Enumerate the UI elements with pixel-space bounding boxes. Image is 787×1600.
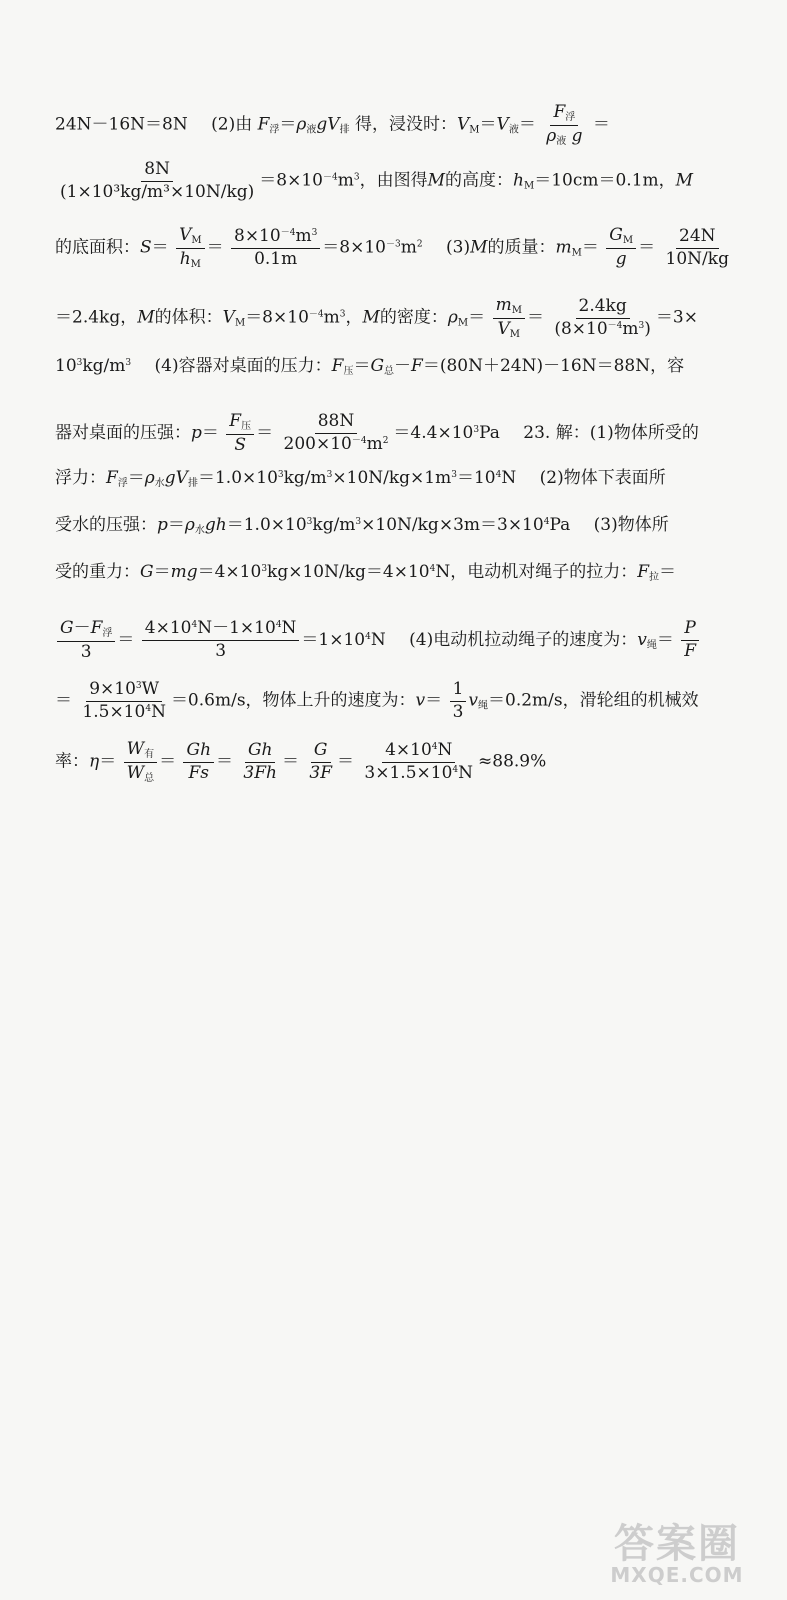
fraction-numerator: 1 — [450, 680, 467, 702]
fraction-numerator: $V_M$ — [176, 226, 205, 249]
text: 的体积： — [154, 307, 223, 328]
text: ×10N/kg×1m — [332, 468, 452, 488]
op: ＝ — [425, 690, 443, 711]
text: 受水的压强： — [55, 515, 157, 535]
op: ＝ — [256, 423, 274, 444]
fraction — [231, 227, 320, 269]
fraction — [281, 412, 392, 454]
superscript: 3 — [339, 309, 346, 320]
superscript: 3 — [355, 517, 362, 527]
var: gV — [164, 468, 188, 488]
text: 率： — [55, 751, 89, 772]
var: v — [415, 690, 426, 711]
op: ＝ — [55, 690, 72, 711]
var: F — [331, 356, 344, 376]
var: M — [362, 307, 380, 328]
superscript: 3 — [326, 470, 333, 480]
subscript: 排 — [187, 478, 198, 489]
op: ＝ — [592, 114, 610, 135]
fraction-denominator: 10N/kg — [665, 248, 729, 269]
fraction-numerator: 88N — [315, 412, 358, 434]
text: ，由图得 — [359, 170, 428, 191]
var: gV — [316, 114, 340, 135]
text-line-12 — [55, 740, 735, 784]
fraction — [681, 619, 699, 661]
text-line-10 — [55, 619, 735, 662]
part-label: (2)由 — [211, 114, 253, 135]
fraction-denominator: 0.1m — [254, 248, 298, 269]
superscript: 3 — [261, 564, 268, 574]
text: N — [501, 468, 517, 488]
part-label: (3) — [446, 237, 471, 258]
subscript: 浮 — [117, 478, 128, 489]
superscript: 3 — [353, 172, 360, 183]
text-line-4 — [55, 296, 735, 340]
fraction-denominator: 3F — [309, 762, 333, 783]
text-line-3 — [55, 226, 735, 270]
fraction-denominator: 3 — [452, 701, 464, 722]
text: m — [400, 237, 417, 258]
var: G — [370, 356, 385, 376]
fraction-denominator: $h_M$ — [179, 248, 201, 270]
text: (4)电动机拉动绳子的速度为： — [409, 630, 638, 651]
text: ＝0.6m/s，物体上升的速度为： — [170, 690, 416, 711]
fraction-numerator: 24N — [676, 227, 719, 249]
fraction-denominator: 3 — [215, 641, 227, 662]
text: ×10N/kg×3m＝3×10 — [361, 515, 544, 535]
op: ＝ — [216, 751, 234, 772]
var: M — [427, 170, 445, 191]
superscript: －3 — [386, 239, 401, 250]
text: ＝4×10 — [197, 562, 262, 582]
text: 浮力： — [55, 468, 106, 488]
op: ＝ — [99, 751, 117, 772]
fraction-numerator: $4\times 10^4N$ — [382, 741, 455, 763]
op: ＝ — [279, 114, 297, 135]
text: ＝8×10 — [245, 307, 309, 328]
fraction — [663, 227, 732, 269]
fraction-denominator: $V_M$ — [497, 318, 521, 340]
text: 23. 解：(1)物体所受的 — [523, 423, 699, 444]
watermark-url: MXQE.COM — [610, 1563, 744, 1587]
text: ＝8×10 — [259, 170, 323, 191]
text: kg/m — [283, 468, 327, 488]
text: Pa — [479, 423, 500, 444]
text: kg/m — [312, 515, 356, 535]
op: ＝ — [479, 114, 497, 135]
fraction-numerator: G — [311, 741, 331, 763]
text: m — [323, 307, 340, 328]
text: ＝(80N＋24N)－16N＝88N，容 — [422, 356, 685, 376]
op: ＝ — [151, 237, 169, 258]
text-line-9 — [55, 564, 735, 583]
text: N — [370, 630, 386, 651]
op: ＝ — [281, 751, 299, 772]
text: 10 — [55, 356, 77, 376]
fraction-numerator: $F_浮$ — [550, 103, 578, 126]
text: ＝8×10 — [322, 237, 386, 258]
var: v — [637, 630, 647, 651]
fraction-numerator: $4\times 10^4N-1\times 10^4N$ — [142, 619, 300, 641]
var: G — [140, 562, 154, 582]
var: F — [411, 356, 423, 376]
fraction — [57, 619, 115, 662]
text: ＝0.2m/s，滑轮组的机械效 — [488, 690, 699, 711]
fraction-denominator: (1×10³kg/m³×10N/kg) — [60, 181, 255, 202]
var: mg — [170, 562, 198, 582]
subscript: M — [571, 247, 582, 259]
fraction-numerator: 2.4kg — [576, 297, 630, 319]
text-line-5 — [55, 358, 735, 377]
op: ＝ — [201, 423, 219, 444]
var: v — [468, 690, 478, 711]
fraction-denominator: $W_总$ — [126, 762, 155, 784]
var: m — [555, 237, 572, 258]
op: ＝ — [638, 237, 656, 258]
fraction-numerator: $W_有$ — [124, 740, 157, 763]
text: kg×10N/kg＝4×10 — [267, 562, 430, 582]
text: 受的重力： — [55, 562, 140, 582]
text-line-1 — [55, 103, 735, 147]
text: ＝10 — [456, 468, 496, 488]
var: ρ — [447, 307, 458, 328]
subscript: M — [457, 317, 469, 329]
superscript: 4 — [495, 470, 502, 480]
text: ＝10cm＝0.1m， — [534, 170, 676, 191]
text-line-7 — [55, 470, 735, 489]
text: 得，浸没时： — [355, 114, 457, 135]
fraction-denominator: g — [615, 248, 627, 269]
fraction — [493, 296, 525, 340]
superscript: 3 — [125, 358, 132, 368]
fraction-numerator: $m_M$ — [493, 296, 525, 319]
superscript: －4 — [322, 172, 338, 183]
op: ＝ — [167, 515, 185, 535]
fraction-numerator: 8N — [141, 160, 173, 182]
op: ＝ — [659, 562, 676, 582]
fraction — [176, 226, 205, 270]
text: m — [337, 170, 354, 191]
text: Pa — [549, 515, 571, 535]
subscript: 拉 — [649, 572, 659, 583]
subscript: 绳 — [646, 640, 657, 652]
superscript: 4 — [365, 632, 371, 643]
var: M — [675, 170, 694, 191]
text: ＝1.0×10 — [226, 515, 307, 535]
fraction-numerator: P — [681, 619, 698, 641]
superscript: 3 — [76, 358, 83, 368]
text: ＝4.4×10 — [393, 423, 474, 444]
subscript: 浮 — [269, 124, 280, 136]
subscript: 液 — [306, 124, 317, 136]
subscript: M — [234, 317, 246, 329]
fraction — [142, 619, 300, 661]
fraction-denominator: $200\times 10^{-4}m^2$ — [283, 434, 389, 455]
subscript: M — [523, 180, 535, 192]
superscript: 3 — [277, 470, 284, 480]
op: ＝ — [353, 356, 371, 376]
op: ＝ — [127, 468, 145, 488]
op: ＝ — [159, 751, 177, 772]
op: ＝ — [581, 237, 599, 258]
op: － — [394, 356, 412, 376]
fraction-numerator: $F_压$ — [226, 412, 254, 435]
fraction — [361, 741, 476, 783]
text: 的质量： — [487, 237, 556, 258]
var: V — [457, 114, 470, 135]
fraction-denominator: F — [684, 641, 697, 662]
fraction — [226, 412, 254, 455]
fraction — [79, 680, 169, 722]
subscript: 绳 — [478, 700, 488, 712]
text: 器对桌面的压强： — [55, 423, 191, 444]
op: ＝ — [153, 562, 171, 582]
op: ＝ — [117, 630, 135, 651]
fraction-denominator: $\rho_液$ g — [546, 125, 583, 147]
text: ＝1×10 — [301, 630, 366, 651]
watermark-text: 答案圈 — [614, 1521, 740, 1567]
text: ＝3× — [655, 307, 698, 328]
text: ＝2.4kg， — [55, 307, 138, 328]
superscript: 4 — [429, 564, 436, 574]
op: ＝ — [206, 237, 224, 258]
op: ＝ — [337, 751, 355, 772]
superscript: －4 — [308, 309, 324, 320]
text-line-11 — [55, 680, 735, 722]
text: (3)物体所 — [593, 515, 669, 535]
text: 的高度： — [445, 170, 513, 191]
fraction-numerator: $G-F_浮$ — [57, 619, 115, 642]
subscript: 压 — [343, 366, 354, 377]
text: (2)物体下表面所 — [539, 468, 666, 488]
op: ＝ — [656, 630, 674, 651]
subscript: 液 — [508, 124, 519, 136]
fraction-denominator: $1.5\times 10^4N$ — [82, 701, 166, 722]
var: F — [637, 562, 649, 582]
fraction — [306, 741, 335, 783]
subscript: 水 — [194, 525, 205, 536]
fraction — [240, 741, 280, 783]
fraction — [183, 741, 214, 783]
fraction-numerator: $G_M$ — [606, 226, 636, 249]
var: h — [513, 170, 524, 191]
text: N，电动机对绳子的拉力： — [435, 562, 638, 582]
fraction-denominator: $(8\times 10^{-4}m^3)$ — [554, 318, 651, 339]
op: ＝ — [468, 307, 486, 328]
text: 的密度： — [379, 307, 448, 328]
text: (4)容器对桌面的压力： — [154, 356, 332, 376]
fraction — [124, 740, 157, 784]
fraction-numerator: $8\times 10^{-4}m^3$ — [231, 227, 320, 249]
superscript: 3 — [451, 470, 457, 480]
superscript: 3 — [473, 425, 480, 436]
fraction-numerator: $9\times 10^3W$ — [86, 680, 162, 702]
var: F — [106, 468, 118, 488]
superscript: 2 — [416, 239, 423, 250]
var: p — [191, 423, 202, 444]
fraction-denominator: Fs — [188, 762, 210, 783]
text: kg/m — [82, 356, 126, 376]
watermark-logo — [577, 1518, 777, 1592]
text: ， — [345, 307, 363, 328]
var: M — [137, 307, 155, 328]
var: ρ — [144, 468, 155, 488]
superscript: 3 — [306, 517, 313, 527]
var: η — [89, 751, 100, 772]
text-line-8 — [55, 517, 735, 536]
var: M — [470, 237, 488, 258]
var: F — [257, 114, 270, 135]
fraction — [450, 680, 467, 722]
subscript: 总 — [384, 366, 395, 377]
var: V — [496, 114, 509, 135]
text: 的底面积： — [55, 237, 140, 258]
fraction — [543, 103, 585, 147]
superscript: 4 — [543, 517, 550, 527]
text: ≈88.9% — [478, 751, 547, 772]
fraction-denominator: S — [234, 434, 247, 455]
text-line-6 — [55, 412, 735, 455]
fraction-denominator: $3\times 1.5\times 10^4N$ — [364, 762, 474, 783]
fraction — [551, 297, 654, 339]
subscript: M — [469, 124, 480, 136]
var: ρ — [184, 515, 195, 535]
var: p — [157, 515, 168, 535]
fraction — [606, 226, 636, 269]
text: ＝1.0×10 — [197, 468, 278, 488]
fraction-denominator: 3 — [80, 641, 92, 662]
fraction-denominator: 3Fh — [243, 762, 277, 783]
var: S — [140, 237, 152, 258]
var: ρ — [296, 114, 307, 135]
fraction-numerator: Gh — [183, 741, 214, 763]
equation-text: 24N－16N＝8N — [55, 114, 188, 135]
subscript: 排 — [339, 124, 350, 136]
fraction — [57, 160, 257, 202]
op: ＝ — [526, 307, 544, 328]
text-line-2 — [55, 160, 735, 202]
op: ＝ — [518, 114, 536, 135]
var: gh — [204, 515, 227, 535]
var: V — [222, 307, 235, 328]
subscript: 水 — [154, 478, 165, 489]
fraction-numerator: Gh — [245, 741, 276, 763]
